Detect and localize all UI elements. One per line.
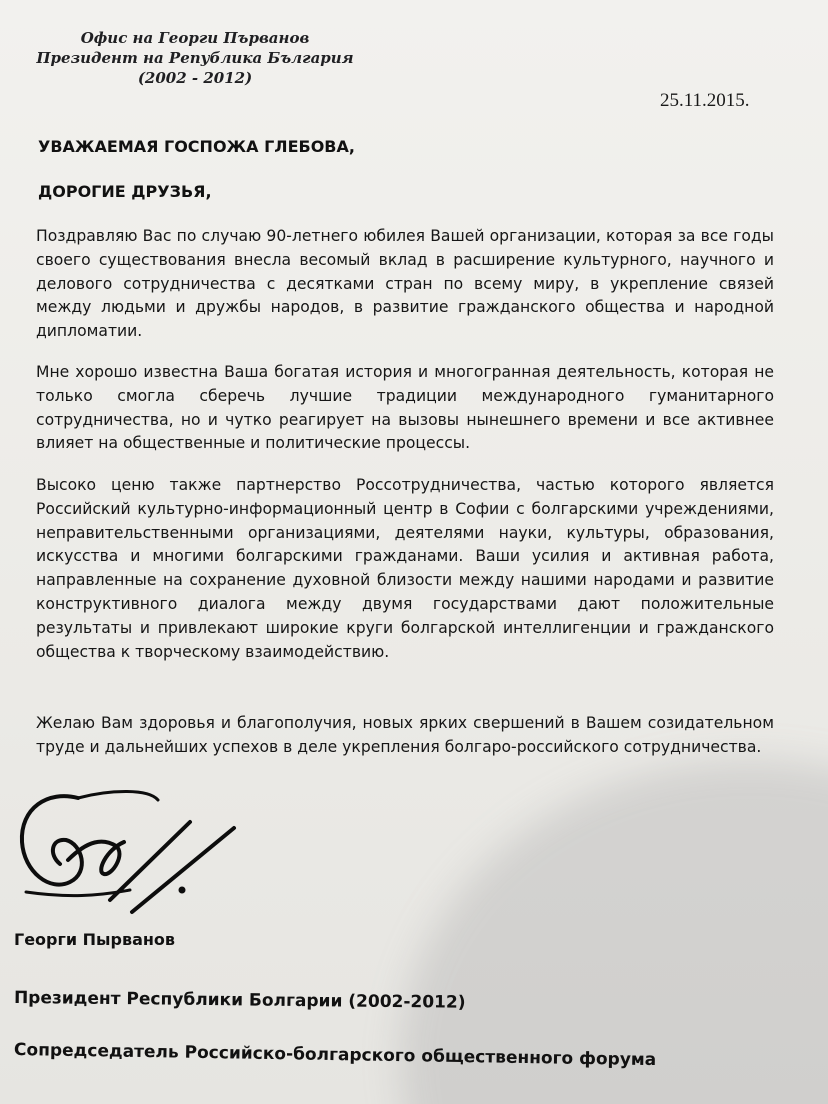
paragraph-history: Мне хорошо известна Ваша богатая история и многогранная деятельность, которая не только смогла сберечь лучшие традиции международного гуманитарного сотрудничества, но и чутко реагирует на вызовы нынешнего времени и все активнее влияет на общественные и политические процессы.	[36, 363, 774, 453]
signatory-title-cochair: Сопредседатель Российско-болгарского общественного форума	[13, 1040, 657, 1071]
letterhead-line-years: (2002 - 2012)	[137, 69, 253, 87]
signatory-name: Георги Пырванов	[14, 930, 176, 949]
salutation-friends: ДОРОГИЕ ДРУЗЬЯ,	[38, 182, 212, 201]
paragraph-partnership: Высоко ценю также партнерство Россотрудничества, частью которого является Российский культурно-информационный центр в Софии с болгарскими учреждениями, неправительственными организациями, деятелями науки, культуры, образования, искусства и многими болгарскими гражданами. Ваши усилия и активная работа, направленные на сохранение духовной близости между нашими народами и развитие конструктивного диалога между двумя государствами дают положительные результаты и привлекают широкие круги болгарской интеллигенции и гражданского общества к творческому взаимодействию.	[36, 476, 774, 661]
paragraph-wishes: Желаю Вам здоровья и благополучия, новых ярких свершений в Вашем созидательном труде и дальнейших успехов в деле укрепления болгаро-российского сотрудничества.	[36, 714, 774, 756]
letterhead	[30, 28, 360, 88]
letterhead-line-office: Офис на Георги Първанов	[80, 29, 310, 47]
salutation-madam: УВАЖАЕМАЯ ГОСПОЖА ГЛЕБОВА,	[38, 137, 355, 156]
letterhead-line-president: Президент на Република България	[36, 49, 354, 67]
paragraph-congratulation: Поздравляю Вас по случаю 90-летнего юбилея Вашей организации, которая за все годы своего существования внесла весомый вклад в расширение культурного, научного и делового сотрудничества с десятками стран по всему миру, в укрепление связей между людьми и дружбы народов, в развитие гражданского общества и народной дипломатии.	[36, 227, 774, 341]
signatory-title-president: Президент Республики Болгарии (2002-2012)	[13, 988, 466, 1013]
handwritten-signature	[8, 780, 258, 930]
letter-date: 25.11.2015.	[660, 90, 750, 111]
